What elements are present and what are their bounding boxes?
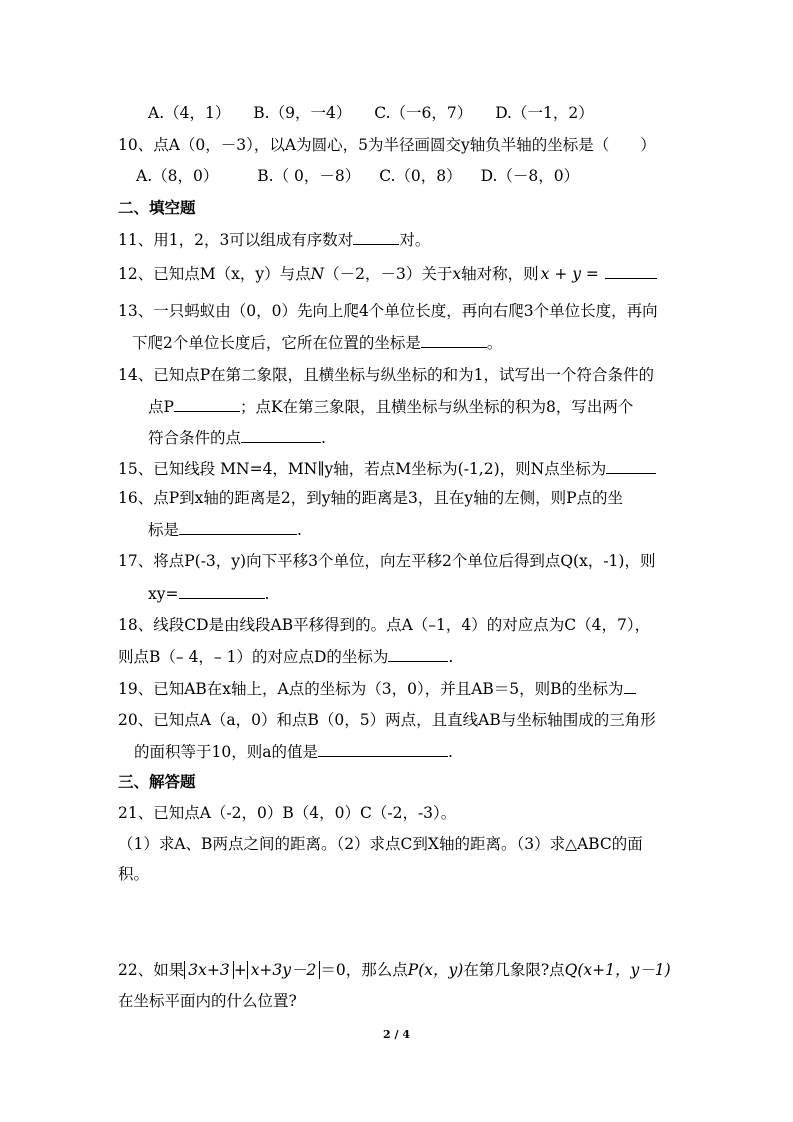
- q12-blank[interactable]: [605, 263, 657, 279]
- q13-text: 下爬2个单位长度后，它所在位置的坐标是: [132, 334, 421, 352]
- q18-text: 则点B（– 4，– 1）的对应点D的坐标为: [118, 648, 389, 666]
- q22-point-q: Q: [564, 961, 578, 979]
- q20-blank[interactable]: [318, 741, 448, 757]
- q14-line3: [148, 427, 326, 448]
- q17-text: xy=: [148, 585, 179, 603]
- q22-plus: +: [233, 961, 247, 979]
- q17-line1: 17、将点P(-3，y)向下平移3个单位，向左平移2个单位后得到点Q(x，-1)，则: [118, 552, 656, 570]
- q14-text-p: 点P: [148, 398, 174, 416]
- q13-line2: [132, 332, 502, 353]
- q21-line3: 积。: [118, 865, 150, 883]
- q14-blank-p[interactable]: [174, 396, 240, 412]
- q10-option-a: A.（8，0）: [136, 167, 219, 185]
- q14-line2: [148, 396, 633, 417]
- q18-suffix: .: [448, 648, 454, 666]
- q14-text-k: ；点K在第三象限，且横坐标与纵坐标的积为8，写出两个: [239, 398, 634, 416]
- q22-line1: [118, 960, 671, 980]
- section-title-fill-blank: 二、填空题: [118, 199, 196, 217]
- q12-text-mid2: 轴对称，则: [461, 265, 539, 283]
- section-title-solve: 三、解答题: [118, 773, 196, 791]
- q10-option-c: C.（0，8）: [379, 167, 462, 185]
- q21-line2: （1）求A、B两点之间的距离。（2）求点C到X轴的距离。（3）求△ABC的面: [118, 835, 643, 853]
- q18-line2: [118, 646, 453, 667]
- q22-text-mid: 在第几象限?点: [463, 961, 565, 979]
- q13-line1: 13、一只蚂蚁由（0，0）先向上爬4个单位长度，再向右爬3个单位长度，再向: [118, 302, 658, 320]
- page-number: 2 / 4: [383, 1028, 410, 1041]
- q22-point-p-coords: (x，y): [418, 961, 464, 979]
- q20-line2: [134, 741, 453, 762]
- q22-point-q-coords: (x+1，y－1): [577, 961, 671, 979]
- q10-option-d: D.（－8，0）: [480, 167, 580, 185]
- q14-blank-points[interactable]: [241, 427, 321, 443]
- q22-abs-term-2: x+3y－2: [247, 961, 321, 979]
- question-12: [118, 263, 657, 284]
- q16-line2: [148, 519, 302, 540]
- q10-option-b: B.（ 0，－8）: [257, 167, 361, 185]
- q22-text: 22、如果: [118, 961, 185, 979]
- q10-options: [136, 166, 579, 186]
- q9-option-d: D.（一1，2）: [495, 104, 594, 122]
- q17-blank[interactable]: [179, 583, 265, 599]
- question-19: [118, 678, 636, 699]
- q14-suffix: .: [321, 429, 326, 447]
- q18-blank[interactable]: [388, 646, 448, 662]
- q19-blank[interactable]: [624, 678, 636, 694]
- q20-line1: 20、已知点A（a，0）和点B（0，5）两点，且直线AB与坐标轴围成的三角形: [118, 711, 656, 729]
- q17-line2: [148, 583, 269, 604]
- q11-blank[interactable]: [353, 229, 399, 245]
- q16-line1: 16、点P到x轴的距离是2，到y轴的距离是3，且在y轴的左侧，则P点的坐: [118, 489, 624, 507]
- q9-option-a: A.（4，1）: [148, 104, 231, 122]
- q9-option-c: C.（一6，7）: [374, 104, 473, 122]
- q11-suffix: 对。: [399, 231, 431, 249]
- q12-text-mid: （－2，－3）关于: [324, 265, 453, 283]
- q22-abs-term-1: 3x+3: [184, 961, 233, 979]
- question-11: [118, 229, 430, 250]
- q14-line1: 14、已知点P在第二象限，且横坐标与纵坐标的和为1，试写出一个符合条件的: [118, 366, 655, 384]
- q15-blank[interactable]: [606, 458, 656, 474]
- question-15: [118, 458, 656, 479]
- q14-text-points: 符合条件的点: [148, 429, 242, 447]
- q12-var-x: x: [452, 265, 462, 283]
- q22-line2: 在坐标平面内的什么位置?: [118, 992, 297, 1010]
- q16-blank[interactable]: [179, 519, 297, 535]
- q13-blank[interactable]: [421, 332, 487, 348]
- q20-text: 的面积等于10，则a的值是: [134, 743, 318, 761]
- q9-option-b: B.（9，一4）: [253, 104, 352, 122]
- q15-text: 15、已知线段 MN=4，MN∥y轴，若点M坐标为(-1,2)，则N点坐标为: [118, 460, 607, 478]
- q21-line1: 21、已知点A（-2，0）B（4，0）C（-2，-3）。: [118, 804, 457, 822]
- q9-options: [148, 103, 594, 123]
- q13-suffix: 。: [486, 334, 503, 352]
- q16-text: 标是: [148, 521, 180, 539]
- q22-point-p: P: [407, 961, 419, 979]
- q12-expression: x + y =: [540, 265, 599, 283]
- q11-text: 11、用1，2，3可以组成有序数对: [118, 231, 354, 249]
- q12-point-n: N: [310, 265, 325, 283]
- q12-text: 12、已知点M（x，y）与点: [118, 265, 311, 283]
- q19-text: 19、已知AB在x轴上，A点的坐标为（3，0），并且AB＝5，则B的坐标为: [118, 680, 624, 698]
- q16-suffix: .: [297, 521, 302, 539]
- q17-suffix: .: [264, 585, 270, 603]
- q22-equals: ＝0，那么点: [320, 961, 408, 979]
- q18-line1: 18、线段CD是由线段AB平移得到的。点A（–1，4）的对应点为C（4，7），: [118, 616, 651, 634]
- q20-suffix: .: [447, 743, 453, 761]
- q10-stem: 10、点A（0，－3），以A为圆心，5为半径画圆交y轴负半轴的坐标是（ ）: [118, 136, 656, 154]
